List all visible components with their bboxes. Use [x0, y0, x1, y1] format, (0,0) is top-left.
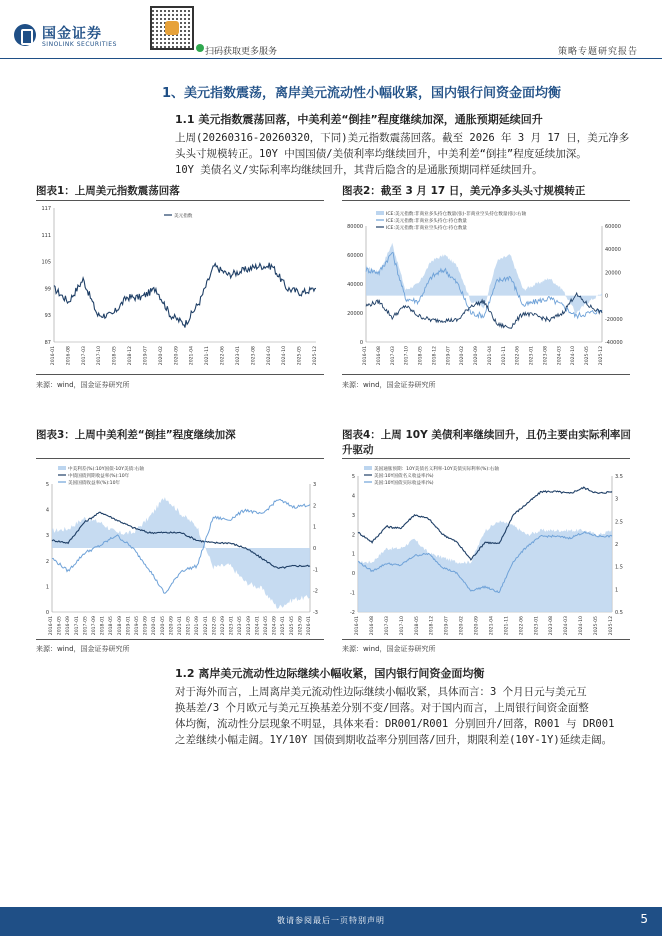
- body-line: 头头寸规模转正。10Y 中国国债/美债利率均继续回升，中美利差“倒挂”程度延续加深。: [175, 148, 587, 160]
- y-tick-label: -1: [350, 590, 355, 597]
- legend-entry: ICE:美元指数:非商业空头持仓:持仓数量: [386, 226, 468, 231]
- x-tick-label: 2023-01: [235, 346, 241, 366]
- x-tick-label: 2022-05: [212, 616, 218, 636]
- x-tick-label: 2025-12: [599, 346, 604, 366]
- x-tick-label: 2018-01: [100, 616, 106, 636]
- legend-entry: 美国国债收益率(%):10年: [68, 481, 121, 486]
- y2-tick-label: 1.5: [615, 564, 623, 571]
- y2-tick-label: -2: [313, 588, 318, 595]
- x-tick-label: 2021-11: [501, 346, 507, 366]
- x-tick-label: 2016-01: [49, 616, 54, 636]
- wechat-icon: [196, 44, 204, 52]
- x-tick-label: 2024-09: [272, 616, 278, 636]
- qr-caption: 扫码获取更多服务: [205, 47, 278, 57]
- figure-3-rule: [36, 458, 324, 459]
- x-tick-label: 2020-05: [160, 616, 166, 636]
- x-tick-label: 2025-01: [281, 616, 287, 636]
- body-line: 上周(20260316-20260320，下同)美元指数震荡回落。截至 2026 年 3 月 17 日，美元净多: [175, 132, 630, 144]
- x-tick-label: 2021-11: [205, 346, 211, 366]
- y2-tick-label: 2.5: [615, 519, 623, 526]
- y2-tick-label: 20000: [605, 270, 621, 277]
- y-tick-label: 117: [41, 206, 51, 212]
- figure-2-source: 来源：wind，国金证券研究所: [342, 381, 436, 389]
- x-tick-label: 2017-03: [384, 616, 390, 636]
- y-tick-label: 2: [45, 558, 49, 565]
- x-tick-label: 2017-03: [81, 346, 87, 366]
- figure-3-title: 图表3：上周中美利差“倒挂”程度继续加深: [36, 429, 236, 441]
- figure-1-chart: [36, 202, 324, 372]
- header-divider: [0, 58, 662, 59]
- sinolink-logo-icon: [14, 24, 36, 46]
- y2-tick-label: 3.5: [615, 474, 623, 480]
- x-tick-label: 2020-02: [459, 616, 465, 636]
- y-tick-label: 111: [41, 232, 51, 239]
- x-tick-label: 2024-10: [571, 346, 577, 366]
- legend-swatch: [376, 211, 384, 215]
- y-tick-label: 105: [41, 259, 51, 266]
- y-tick-label: 3: [45, 533, 49, 540]
- x-tick-label: 2020-09: [474, 346, 480, 366]
- body-line: 体均衡，流动性分层现象不明显，具体来看：DR001/R001 分别回升/回落，R001 与 DR001: [175, 718, 615, 730]
- x-tick-label: 2019-07: [446, 346, 452, 366]
- x-tick-label: 2019-05: [135, 616, 140, 636]
- y2-tick-label: 2: [313, 503, 317, 510]
- figure-1-rule: [36, 200, 324, 201]
- y2-tick-label: -1: [313, 567, 318, 574]
- legend-entry: ICE:美元指数:非商业多头持仓:持仓数量: [386, 219, 468, 224]
- x-tick-label: 2021-01: [178, 616, 183, 636]
- x-tick-label: 2025-05: [585, 346, 591, 366]
- x-tick-label: 2023-01: [229, 616, 235, 636]
- y-tick-label: 5: [351, 474, 355, 480]
- legend-entry: 美国通胀预期：10Y美债名义利率-10Y美债实际利率(%):右轴: [374, 467, 499, 472]
- x-tick-label: 2020-09: [474, 616, 480, 636]
- subsection-1-title: 1.1 美元指数震荡回落，中美利差“倒挂”程度继续加深，通胀预期延续回升: [175, 113, 543, 126]
- y-tick-label: 4: [351, 493, 355, 500]
- x-tick-label: 2024-03: [266, 346, 272, 366]
- x-tick-label: 2020-09: [169, 616, 175, 636]
- x-tick-label: 2024-10: [579, 616, 585, 636]
- y2-tick-label: 3: [615, 496, 619, 503]
- x-tick-label: 2024-05: [264, 616, 269, 636]
- x-tick-label: 2025-12: [313, 346, 318, 366]
- x-tick-label: 2018-05: [109, 616, 115, 636]
- x-tick-label: 2018-12: [128, 346, 134, 366]
- y2-tick-label: 2: [615, 542, 619, 548]
- y2-tick-label: -20000: [605, 316, 623, 323]
- figure-2-chart: [342, 202, 630, 372]
- figure-1-source: 来源：wind，国金证券研究所: [36, 381, 130, 389]
- x-tick-label: 2017-10: [97, 346, 103, 366]
- x-tick-label: 2024-01: [255, 616, 261, 636]
- x-tick-label: 2025-12: [609, 616, 614, 636]
- figure-4-rule-bottom: [342, 639, 630, 640]
- x-tick-label: 2024-10: [282, 346, 288, 366]
- figure-4-chart: [342, 460, 630, 638]
- y-tick-label: 99: [44, 286, 51, 293]
- x-tick-label: 2016-08: [66, 346, 72, 366]
- y-tick-label: 0: [351, 571, 355, 578]
- x-tick-label: 2025-05: [297, 346, 303, 366]
- x-tick-label: 2016-01: [363, 346, 368, 366]
- y-tick-label: 0: [45, 610, 49, 616]
- x-tick-label: 2022-06: [515, 346, 521, 366]
- y-tick-label: 0: [359, 340, 363, 346]
- x-tick-label: 2025-09: [298, 616, 304, 636]
- x-tick-label: 2018-12: [429, 616, 435, 636]
- x-tick-label: 2021-04: [189, 346, 195, 366]
- x-tick-label: 2018-09: [117, 616, 123, 636]
- y2-tick-label: 60000: [605, 224, 621, 230]
- x-tick-label: 2018-12: [432, 346, 438, 366]
- x-tick-label: 2023-01: [534, 616, 540, 636]
- x-tick-label: 2018-05: [112, 346, 118, 366]
- legend-entry: 美国:10Y国债名义收益率(%): [374, 474, 434, 479]
- legend-entry: 中债国债到期收益率(%):10年: [68, 474, 130, 479]
- y-tick-label: 5: [45, 482, 49, 488]
- y2-tick-label: 1: [313, 524, 317, 531]
- y-tick-label: 60000: [347, 253, 363, 259]
- figure-3-source: 来源：wind，国金证券研究所: [36, 645, 130, 653]
- y2-tick-label: 0: [605, 293, 609, 300]
- figure-4-source: 来源：wind，国金证券研究所: [342, 645, 436, 653]
- x-tick-label: 2017-10: [404, 346, 410, 366]
- x-tick-label: 2024-03: [557, 346, 563, 366]
- figure-1-title: 图表1：上周美元指数震荡回落: [36, 185, 180, 197]
- page-number: 5: [640, 912, 648, 926]
- x-tick-label: 2019-07: [143, 346, 149, 366]
- y-tick-label: 1: [45, 584, 49, 591]
- x-tick-label: 2017-03: [390, 346, 396, 366]
- logo-en-text: SINOLINK SECURITIES: [42, 41, 117, 48]
- legend-entry: 美元指数: [174, 214, 193, 219]
- y-tick-label: 2: [351, 532, 355, 539]
- x-tick-label: 2016-05: [57, 616, 63, 636]
- x-tick-label: 2019-09: [143, 616, 149, 636]
- y-tick-label: 20000: [347, 311, 363, 317]
- x-tick-label: 2018-05: [418, 346, 424, 366]
- x-tick-label: 2016-01: [51, 346, 56, 366]
- legend-entry: 中美利差(%):10Y国债-10Y美债:右轴: [68, 467, 144, 472]
- x-tick-label: 2026-01: [307, 616, 312, 636]
- x-tick-label: 2019-01: [126, 616, 132, 636]
- x-tick-label: 2017-09: [92, 616, 97, 636]
- x-tick-label: 2025-05: [594, 616, 600, 636]
- series-area-0: [52, 497, 310, 609]
- x-tick-label: 2017-10: [399, 616, 405, 636]
- x-tick-label: 2016-09: [66, 616, 72, 636]
- y2-tick-label: 3: [313, 482, 317, 488]
- x-tick-label: 2021-11: [504, 616, 510, 636]
- x-tick-label: 2021-09: [195, 616, 201, 636]
- x-tick-label: 2017-01: [74, 616, 80, 636]
- figure-4-title: 图表4：上周 10Y 美债利率继续回升，且仍主要由实际利率回升驱动: [342, 429, 631, 456]
- series-line-0: [54, 263, 316, 328]
- x-tick-label: 2022-06: [519, 616, 525, 636]
- x-tick-label: 2022-01: [203, 616, 209, 636]
- x-tick-label: 2023-05: [238, 616, 244, 636]
- x-tick-label: 2021-04: [489, 616, 495, 636]
- x-tick-label: 2024-03: [564, 616, 570, 636]
- y-tick-label: 80000: [347, 224, 363, 230]
- x-tick-label: 2021-05: [186, 616, 192, 636]
- qr-center-logo-icon: [165, 21, 179, 35]
- y-tick-label: 3: [351, 512, 355, 519]
- y2-tick-label: 0.5: [615, 610, 623, 616]
- figure-3-rule-bottom: [36, 639, 324, 640]
- figure-4-rule: [342, 458, 630, 459]
- figure-2-rule: [342, 200, 630, 201]
- subsection-1-body: [175, 130, 629, 178]
- legend-entry: ICE:美元指数:非商业多头持仓数量(张)-非商业空头持仓数量(张):右轴: [386, 212, 527, 217]
- subsection-2-title: 1.2 离岸美元流动性边际继续小幅收紧，国内银行间资金面均衡: [175, 667, 485, 680]
- x-tick-label: 2018-05: [414, 616, 420, 636]
- y-tick-label: 4: [45, 507, 49, 514]
- y-tick-label: 87: [44, 340, 51, 346]
- body-line: 对于海外而言，上周离岸美元流动性边际继续小幅收紧，具体而言：3 个月日元与美元互: [175, 686, 587, 698]
- x-tick-label: 2016-01: [355, 616, 360, 636]
- x-tick-label: 2021-04: [487, 346, 493, 366]
- subsection-2-body: [175, 684, 614, 748]
- figure-1-rule-bottom: [36, 374, 324, 375]
- y-tick-label: 40000: [347, 282, 363, 288]
- figure-2-rule-bottom: [342, 374, 630, 375]
- x-tick-label: 2019-07: [444, 616, 450, 636]
- y2-tick-label: 1: [615, 587, 619, 594]
- y-tick-label: 93: [44, 313, 51, 320]
- x-tick-label: 2020-01: [152, 616, 158, 636]
- series-area-0: [358, 520, 612, 612]
- x-tick-label: 2022-09: [221, 616, 226, 636]
- section-title: 1、美元指数震荡，离岸美元流动性小幅收紧，国内银行间资金面均衡: [162, 86, 562, 101]
- body-line: 换基差/3 个月欧元与美元互换基差分别不变/回落。对于国内而言，上周银行间资金面整: [175, 702, 589, 714]
- x-tick-label: 2020-09: [174, 346, 180, 366]
- x-tick-label: 2025-05: [289, 616, 295, 636]
- x-tick-label: 2016-08: [369, 616, 375, 636]
- y2-tick-label: 0: [313, 546, 317, 552]
- figure-3-chart: [36, 460, 324, 638]
- report-type: 策略专题研究报告: [557, 47, 638, 57]
- x-tick-label: 2016-08: [376, 346, 382, 366]
- footer-disclaimer[interactable]: 敬请参阅最后一页特别声明: [277, 916, 385, 925]
- x-tick-label: 2022-06: [220, 346, 226, 366]
- y2-tick-label: -3: [313, 610, 318, 616]
- x-tick-label: 2017-05: [83, 616, 89, 636]
- x-tick-label: 2020-02: [460, 346, 466, 366]
- y2-tick-label: -40000: [605, 340, 623, 346]
- x-tick-label: 2023-08: [549, 616, 555, 636]
- x-tick-label: 2023-08: [251, 346, 257, 366]
- logo-cn-text: 国金证券: [42, 26, 102, 42]
- x-tick-label: 2023-08: [543, 346, 549, 366]
- legend-swatch: [58, 466, 66, 470]
- legend-swatch: [364, 466, 372, 470]
- y-tick-label: -2: [350, 610, 355, 616]
- x-tick-label: 2023-09: [246, 616, 252, 636]
- y2-tick-label: 40000: [605, 247, 621, 254]
- body-line: 之差继续小幅走阔。1Y/10Y 国债到期收益率分别回落/回升，期限利差(10Y-1Y)延续走阔。: [175, 734, 613, 746]
- figure-2-title: 图表2：截至 3 月 17 日，美元净多头头寸规模转正: [342, 185, 586, 197]
- x-tick-label: 2023-01: [529, 346, 535, 366]
- x-tick-label: 2020-02: [158, 346, 164, 366]
- legend-entry: 美国:10Y国债实际收益率(%): [374, 481, 434, 486]
- body-line: 10Y 美债名义/实际利率均继续回升，其背后隐含的是通胀预期同样延续回升。: [175, 164, 543, 176]
- series-area-0: [366, 243, 602, 314]
- y-tick-label: 1: [351, 551, 355, 558]
